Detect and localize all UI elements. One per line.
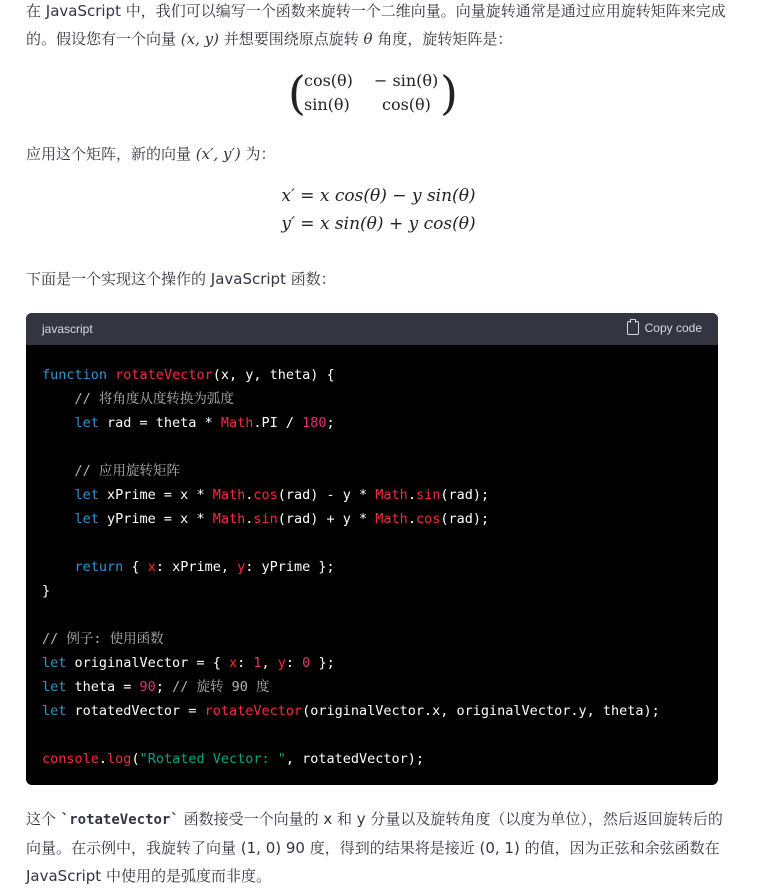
matrix-left-paren: (: [288, 66, 306, 120]
code-block: [26, 313, 718, 785]
equation-x-prime: x′ = x cos(θ) − y sin(θ): [281, 186, 476, 206]
rotation-matrix: [288, 66, 462, 122]
intro-text-3: 角度，旋转矩阵是：: [372, 30, 513, 48]
apply-text-2: 为：: [240, 145, 276, 163]
intro-text-2: 并想要围绕原点旋转: [218, 30, 364, 48]
inline-code-rotateVector: `rotateVector`: [60, 812, 179, 828]
outro-text-2: 函数接受一个向量的 x 和 y 分量以及旋转角度（以度为单位），然后返回旋转后的向量。在示例中，我旋转了向量 (1, 0) 90 度，得到的结果将是接近 (0, 1) 的值，因为正弦和余弦函数在 JavaScript 中使用的是弧度而非度。: [26, 810, 723, 885]
copy-code-label: Copy code: [644, 321, 702, 335]
intro-code-paragraph: 下面是一个实现这个操作的 JavaScript 函数：: [26, 270, 336, 288]
intro-vector-math: (x, y): [180, 30, 219, 48]
equation-y-prime: y′ = x sin(θ) + y cos(θ): [281, 214, 476, 234]
matrix-cell-a: cos(θ): [304, 71, 353, 90]
code-block-header: [26, 313, 718, 345]
clipboard-icon: [627, 321, 639, 335]
apply-paragraph: [26, 140, 726, 168]
code-language-label: javascript: [42, 322, 93, 336]
matrix-cell-d: cos(θ): [382, 95, 431, 114]
outro-paragraph: [26, 805, 726, 890]
intro-paragraph: [26, 0, 726, 53]
matrix-cell-c: sin(θ): [304, 95, 350, 114]
apply-text-1: 应用这个矩阵，新的向量: [26, 145, 196, 163]
code-content: function rotateVector(x, y, theta) { // 将角度从度转换为弧度 let rad = theta * Math.PI / 180; // 应用旋转矩阵 let xPrime = x * Math.cos(rad) - y * Math.sin(rad); let yPrime = x * Math.sin(rad) + y * Math.cos(rad); return { x: xPrime, y: yPrime }; } // 例子: 使用函数 let originalVector = { x: 1, y: 0 }; let theta = 90; // 旋转 90 度 let rotatedVector = rotateVector(originalVector.x, originalVector.y, theta); console.log("Rotated Vector: ", rotatedVector);: [42, 367, 660, 767]
matrix-right-paren: ): [440, 66, 458, 120]
matrix-cell-b: − sin(θ): [374, 71, 439, 90]
copy-code-button[interactable]: [627, 321, 702, 335]
apply-vector-math: (x′, y′): [195, 145, 241, 163]
intro-theta-math: θ: [363, 30, 373, 48]
outro-text-1: 这个: [26, 810, 61, 828]
intro-text-1: 在 JavaScript 中，我们可以编写一个函数来旋转一个二维向量。向量旋转通常是通过应用旋转矩阵来完成的。假设您有一个向量: [26, 2, 726, 48]
